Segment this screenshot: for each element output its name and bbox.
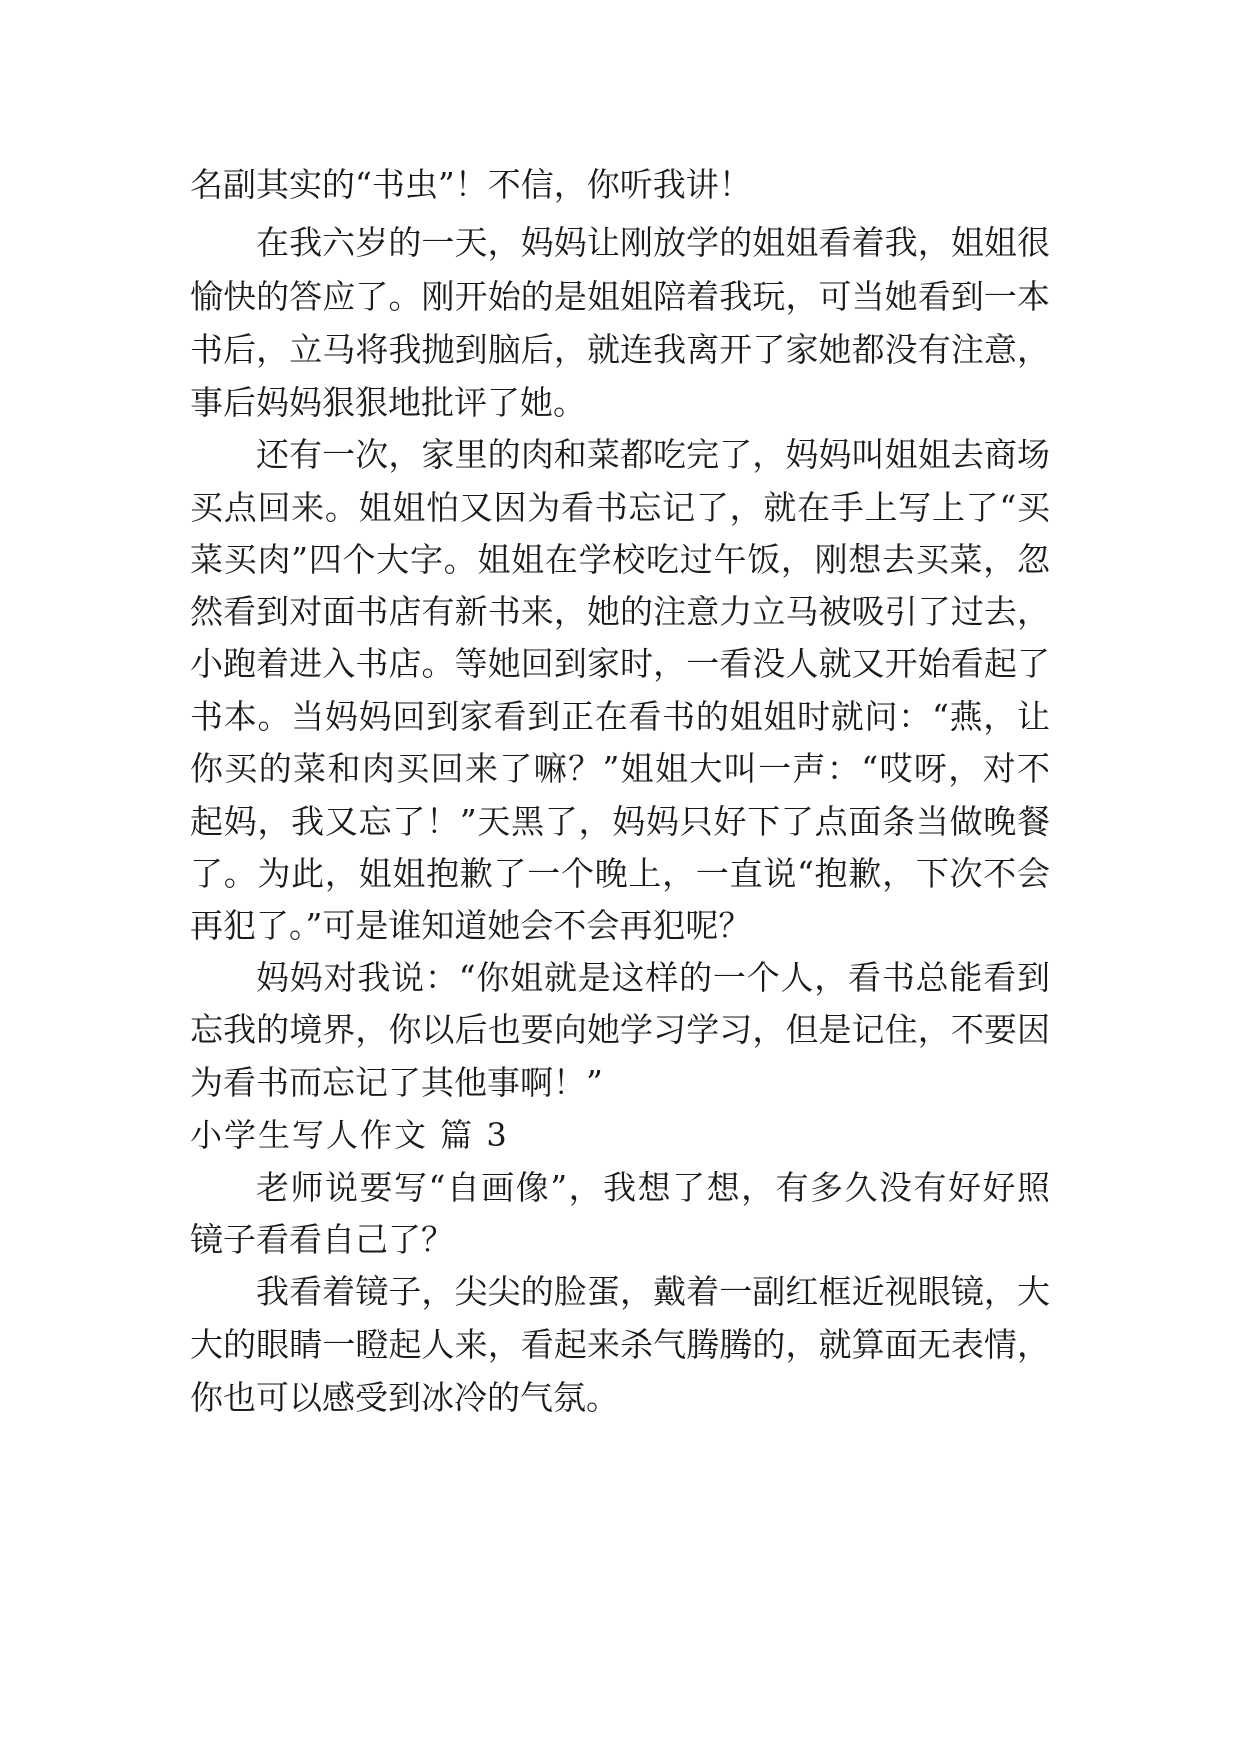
text-line: 起妈，我又忘了！”天黑了，妈妈只好下了点面条当做晚餐 (190, 802, 1050, 841)
text-line: 你买的菜和肉买回来了嘛？”姐姐大叫一声：“哎呀，对不 (190, 749, 1050, 788)
text-line: 镜子看看自己了？ (190, 1220, 454, 1259)
paragraph-first-line: 我看着镜子，尖尖的脸蛋，戴着一副红框近视眼镜，大 (256, 1272, 1050, 1311)
text-line: 事后妈妈狠狠地批评了她。 (190, 383, 586, 422)
section-heading: 小学生写人作文 篇 3 (190, 1116, 509, 1154)
text-line: 大的眼睛一瞪起人来，看起来杀气腾腾的，就算面无表情， (190, 1325, 1050, 1364)
paragraph-first-line: 在我六岁的一天，妈妈让刚放学的姐姐看着我，姐姐很 (256, 223, 1050, 262)
text-line: 然看到对面书店有新书来，她的注意力立马被吸引了过去， (190, 592, 1050, 631)
text-line: 书后，立马将我抛到脑后，就连我离开了家她都没有注意， (190, 330, 1050, 369)
text-line: 小跑着进入书店。等她回到家时，一看没人就又开始看起了 (190, 644, 1050, 683)
text-line: 买点回来。姐姐怕又因为看书忘记了，就在手上写上了“买 (190, 488, 1050, 527)
paragraph-first-line: 还有一次，家里的肉和菜都吃完了，妈妈叫姐姐去商场 (256, 435, 1050, 474)
paragraph-first-line: 老师说要写“自画像”，我想了想，有多久没有好好照 (256, 1168, 1050, 1207)
text-line: 愉快的答应了。刚开始的是姐姐陪着我玩，可当她看到一本 (190, 277, 1050, 316)
text-line: 菜买肉”四个大字。姐姐在学校吃过午饭，刚想去买菜，忽 (190, 540, 1050, 579)
paragraph-first-line: 妈妈对我说：“你姐就是这样的一个人，看书总能看到 (256, 958, 1050, 997)
text-line: 名副其实的“书虫”！不信，你听我讲！ (190, 165, 752, 204)
text-line: 再犯了。”可是谁知道她会不会再犯呢？ (190, 906, 752, 945)
text-line: 为看书而忘记了其他事啊！” (190, 1063, 603, 1102)
text-line: 你也可以感受到冰冷的气氛。 (190, 1378, 619, 1417)
text-line: 了。为此，姐姐抱歉了一个晚上，一直说“抱歉，下次不会 (190, 854, 1050, 893)
text-line: 忘我的境界，你以后也要向她学习学习，但是记住，不要因 (190, 1010, 1050, 1049)
text-line: 书本。当妈妈回到家看到正在看书的姐姐时就问：“燕，让 (190, 697, 1050, 736)
